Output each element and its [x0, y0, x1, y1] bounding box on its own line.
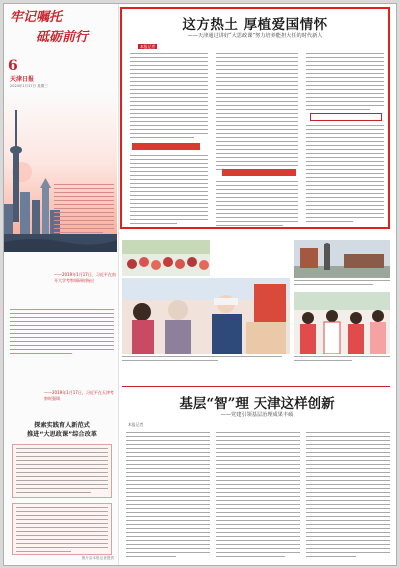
quote-2-source: ——2019年1月17日，习近平在天津考察时强调 — [44, 390, 114, 401]
story-1-section-tag-3 — [310, 113, 382, 121]
side-article-box-2 — [12, 503, 112, 555]
quote-2-text — [10, 309, 114, 354]
photo-caption-3 — [294, 356, 390, 364]
side-article-title-line-1: 探索实践育人新范式 — [34, 422, 90, 429]
slogan-line-1: 牢记嘱托 — [10, 10, 63, 25]
story-1-column-2 — [216, 53, 298, 173]
masthead-logo: 天津日报 — [10, 76, 35, 83]
quote-block-1 — [54, 184, 114, 236]
story-1-column-3b — [306, 125, 384, 225]
story-1-section-tag-1 — [132, 143, 200, 150]
story-1-byline — [138, 44, 159, 50]
slogan-line-2: 砥砺前行 — [36, 30, 89, 45]
story-2-column-3 — [306, 432, 390, 560]
story-2-headline[interactable]: 基层“智”理 天津这样创新 — [179, 396, 335, 412]
photo-caption-1-text — [122, 356, 282, 361]
photo-caption-2-text — [294, 280, 390, 285]
quote-1-source: ——2019年1月17日，习近平在南开大学考察调研时指出 — [54, 272, 116, 283]
photo-students-rally[interactable] — [122, 240, 210, 276]
story-1-column-3 — [306, 53, 384, 113]
section-divider — [122, 386, 390, 387]
story-1-section-tag-2 — [222, 169, 296, 176]
photo-memorial-statue[interactable] — [294, 240, 390, 278]
photo-students-group[interactable] — [294, 292, 390, 354]
story-1-headline: 这方热土 厚植爱国情怀 — [182, 17, 328, 33]
photo-police-officer[interactable] — [122, 278, 290, 354]
story-1-subhead: ——天津通过讲好“大思政课”努力培养能担大任的时代新人 — [187, 33, 323, 39]
photo-credit: 图片由本报记者提供 — [81, 556, 114, 560]
page-number: 6 — [8, 58, 18, 74]
publication-date: 2024年1月17日 星期三 — [10, 84, 48, 88]
side-article-text-1 — [16, 448, 108, 494]
story-1-column-1b — [130, 155, 208, 227]
photo-section — [122, 240, 392, 368]
photo-caption-3-text — [294, 356, 390, 361]
story-1-column-1 — [130, 53, 208, 141]
slogan — [10, 8, 114, 56]
story-1-column-2b — [216, 181, 298, 229]
sidebar-column — [4, 4, 119, 565]
quote-block-2 — [10, 309, 114, 357]
side-article-box-1 — [12, 444, 112, 498]
side-article-title-line-2: 推进“大思政课”综合改革 — [26, 430, 97, 438]
side-article-title — [10, 422, 114, 439]
highlighted-story-frame[interactable] — [120, 7, 390, 229]
newspaper-page — [3, 3, 397, 566]
story-2-byline: 本报记者 — [128, 422, 144, 427]
byline-tag: 本报记者 — [140, 44, 156, 49]
quote-1-text — [54, 184, 114, 233]
photo-caption-2 — [294, 280, 390, 288]
story-2-column-1 — [126, 432, 210, 560]
photo-caption-1 — [122, 356, 282, 364]
side-article-text-2 — [16, 507, 108, 551]
story-2-subhead: ——党建引领基层治理成果丰硕 — [220, 412, 294, 418]
story-2-column-2 — [216, 432, 300, 560]
